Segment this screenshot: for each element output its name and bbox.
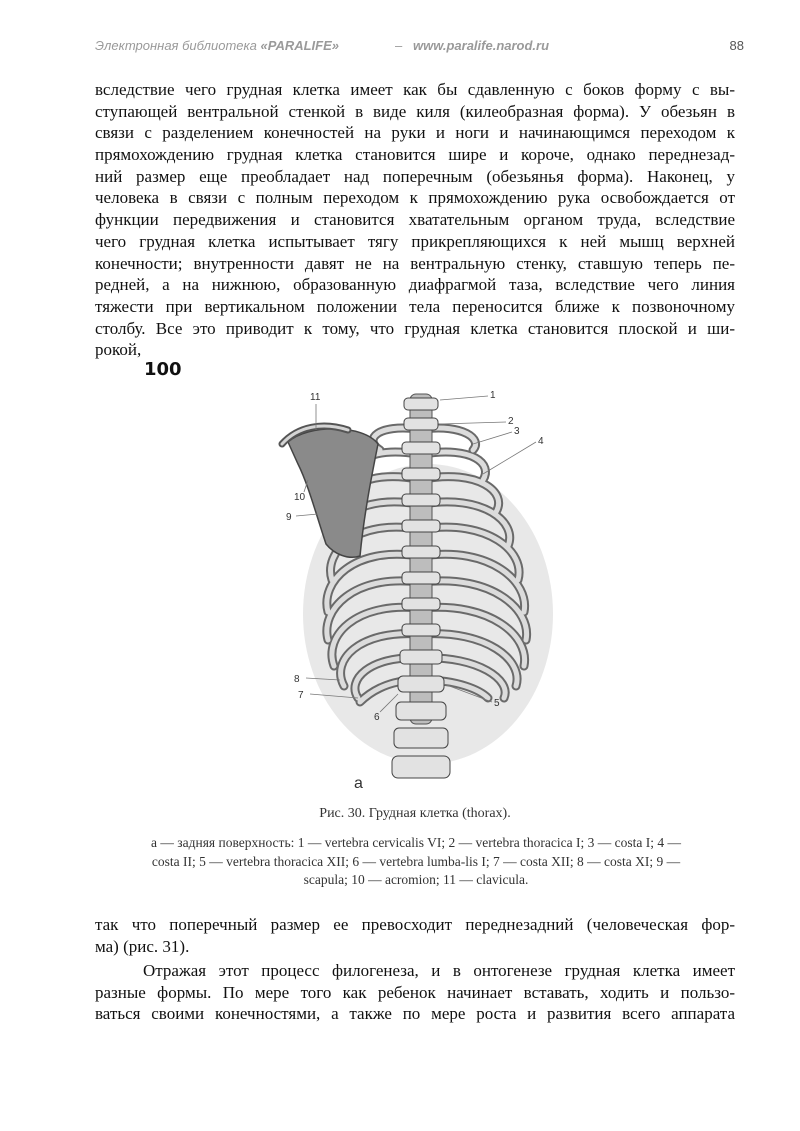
fig-label-10: 10 — [294, 492, 306, 503]
page-number: 88 — [729, 38, 744, 53]
text-line: разные формы. По мере того как ребенок начинает вставать, ходить и пользо- — [95, 982, 735, 1002]
book-page-marker: 100 — [144, 359, 182, 380]
text-line: чего грудная клетка испытывает тягу прикрепляющихся к ней мышц верхней — [95, 231, 735, 251]
text-line: связи с разделением конечностей на руки и ноги и начинающимся переходом к — [95, 123, 735, 143]
text-line: прямохождению грудная клетка становится шире и короче, однако переднезад- — [95, 145, 735, 165]
fig-label-6: 6 — [374, 712, 380, 723]
fig-label-11: 11 — [310, 392, 321, 403]
text-line: ма) (рис. 31). — [95, 936, 190, 956]
fig-label-1: 1 — [490, 390, 496, 401]
text-line: конечности; внутренности давят не на вентральную стенку, ставшую теперь пе- — [95, 253, 735, 273]
legend-line: costa II; 5 — vertebra thoracica XII; 6 — vertebra lumba-lis I; 7 — costa XII; 8 — costa XI; 9 — — [151, 853, 681, 869]
text-line: функции передвижения и становится хватательным органом труда, вследствие — [95, 210, 735, 230]
fig-label-7: 7 — [298, 690, 304, 701]
text-line: рокой, — [95, 340, 142, 360]
fig-label-4: 4 — [538, 436, 544, 447]
header-library — [95, 38, 339, 53]
text-line: человека в связи с полным переходом к прямохождению рука освобождается от — [95, 188, 735, 208]
text-line: вследствие чего грудная клетка имеет как бы сдавленную с боков форму с вы- — [95, 80, 735, 99]
paragraph-2 — [95, 914, 735, 957]
legend-line: а — задняя поверхность: 1 — vertebra cervicalis VI; 2 — vertebra thoracica I; 3 — costa I; 4 — — [151, 835, 681, 850]
text-line: столбу. Все это приводит к тому, что грудная клетка становится плоской и ши- — [95, 318, 735, 338]
fig-label-5: 5 — [494, 698, 500, 709]
fig-label-3: 3 — [514, 426, 520, 437]
fig-panel-letter: а — [354, 775, 363, 792]
fig-label-2: 2 — [508, 416, 514, 427]
text-line: редней, а на нижнюю, образованную диафрагмой таза, вследствие чего линия — [95, 275, 735, 295]
text-line: Отражая этот процесс филогенеза, и в онтогенезе грудная клетка имеет — [143, 961, 735, 980]
text-line: ний размер еще преобладает над поперечным (обезьянья форма). Наконец, у — [95, 166, 735, 186]
text-line: ваться своими конечностями, а также по мере роста и развития всего аппарата — [95, 1004, 735, 1024]
header-library-name: «PARALIFE» — [260, 38, 340, 53]
figure-caption: Рис. 30. Грудная клетка (thorax). — [319, 806, 511, 821]
fig-label-9: 9 — [286, 512, 292, 523]
thorax-figure — [268, 384, 568, 799]
fig-label-8: 8 — [294, 674, 300, 685]
header-library-prefix: Электронная библиотека — [95, 38, 261, 53]
text-line: ступающей вентральной стенкой в виде киля (килеобразная форма). У обезьян в — [95, 101, 735, 121]
paragraph-3 — [95, 960, 735, 1025]
header-url[interactable]: www.paralife.narod.ru — [413, 38, 550, 53]
text-line: тяжести при вертикальном положении тела переносится ближе к позвоночному — [95, 296, 735, 316]
text-line: так что поперечный размер ее превосходит переднезадний (человеческая фор- — [95, 915, 735, 934]
paragraph-1 — [95, 79, 735, 361]
legend-line: scapula; 10 — acromion; 11 — clavicula. — [303, 872, 529, 887]
figure-legend — [100, 834, 732, 890]
header-dash: – — [395, 38, 403, 53]
running-header — [95, 38, 744, 58]
